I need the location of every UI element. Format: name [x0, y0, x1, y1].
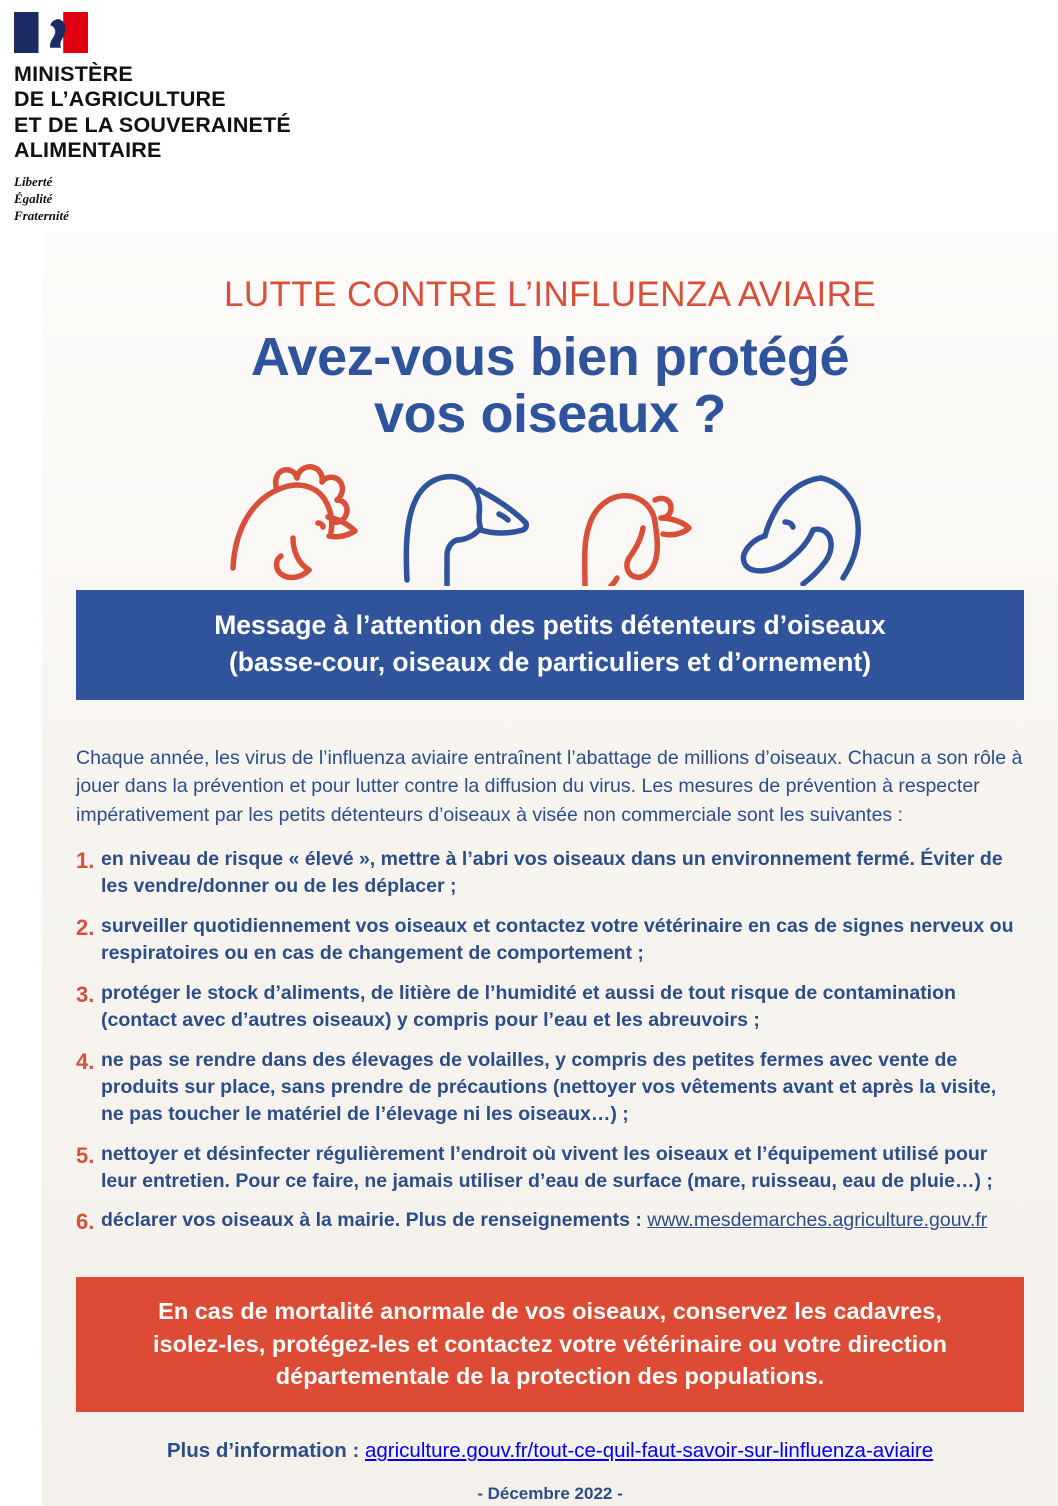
step-text: nettoyer et désinfecter régulièrement l’endroit où vivent les oiseaux et l’équipement utilisé pour leur entretien. Pour ce faire, ne jamais utiliser d’eau de surface (mare, ruisseau, eau de pluie…) ; [101, 1142, 993, 1192]
ministry-name-line-1: MINISTÈRE [14, 62, 133, 86]
ministry-header [0, 0, 1058, 232]
agriculture-gouv-link[interactable]: agriculture.gouv.fr/tout-ce-quil-faut-savoir-sur-linfluenza-aviaire [365, 1439, 934, 1463]
list-item [76, 1141, 1024, 1195]
french-flag-marianne-icon [14, 12, 88, 53]
alert-line-1: En cas de mortalité anormale de vos oiseaux, conservez les cadavres, [158, 1298, 942, 1325]
poster-headline [42, 329, 1058, 442]
banner-line-1: Message à l’attention des petits détenteurs d’oiseaux [214, 610, 886, 641]
step-number: 2. [76, 915, 95, 941]
alert-line-2: isolez-les, protégez-les et contactez votre vétérinaire ou votre direction [152, 1330, 947, 1357]
step-text: ne pas se rendre dans des élevages de volailles, y compris des petites fermes avec vente de produits sur place, sans prendre de précautions (nettoyer vos vêtements avant et après la visite, ne pas toucher le matériel de l’élevage ni les oiseaux…) ; [101, 1048, 997, 1125]
motto-egalite: Égalité [14, 191, 53, 207]
list-item [76, 846, 1024, 900]
republic-motto [14, 174, 1058, 224]
ministry-name-line-2: DE L’AGRICULTURE [14, 87, 226, 112]
step-text: protéger le stock d’aliments, de litière de l’humidité et aussi de tout risque de contamination (contact avec d’autres oiseaux) y compris pour l’eau et les abreuvoirs ; [101, 982, 956, 1031]
headline-line-2: vos oiseaux ? [374, 383, 726, 444]
step-text: en niveau de risque « élevé », mettre à l’abri vos oiseaux dans un environnement fermé. Éviter de les vendre/donner ou de les déplacer ; [101, 848, 1003, 898]
goose-head-icon [727, 460, 877, 586]
alert-line-3: départementale de la protection des populations. [275, 1362, 825, 1389]
headline-line-1: Avez-vous bien protégé [250, 327, 850, 387]
step-number: 1. [76, 848, 95, 874]
banner-line-2: (basse-cour, oiseaux de particuliers et d’ornement) [228, 646, 872, 677]
list-item [76, 1047, 1024, 1128]
step-text-label: déclarer vos oiseaux à la mairie. Plus de renseignements : [101, 1209, 648, 1232]
turkey-head-icon [559, 460, 709, 586]
duck-head-icon [391, 460, 541, 586]
intro-paragraph: Chaque année, les virus de l’influenza aviaire entraînent l’abattage de millions d’oiseaux. Chacun a son rôle à jouer dans la prévention et pour lutter contre la diffusion du virus. Les mesures de prévention à respecter impérativement par les petits détenteurs d’oiseaux à visée non commerciale sont les suivantes : [76, 746, 1023, 826]
step-text [101, 1207, 1024, 1234]
poster-panel [42, 232, 1058, 1506]
mortality-alert-box [76, 1277, 1024, 1412]
mesdemarches-link[interactable]: www.mesdemarches.agriculture.gouv.fr [647, 1209, 988, 1232]
poster-kicker: LUTTE CONTRE L’INFLUENZA AVIAIRE [223, 275, 876, 314]
motto-liberte: Liberté [14, 174, 53, 190]
step-text: surveiller quotidiennement vos oiseaux et contactez votre vétérinaire en cas de signes nerveux ou respiratoires ou en cas de changement de comportement ; [101, 915, 1014, 965]
ministry-name-line-3: ET DE LA SOUVERAINETÉ [14, 112, 291, 137]
prevention-measures-list [76, 846, 1024, 1237]
list-item [76, 913, 1024, 967]
list-item [76, 980, 1024, 1034]
step-number: 6. [76, 1209, 95, 1235]
bird-illustration-row [42, 456, 1058, 586]
more-info-footer [42, 1439, 1058, 1463]
step-number: 3. [76, 982, 95, 1008]
ministry-name-line-4: ALIMENTAIRE [14, 138, 162, 163]
more-info-label: Plus d’information : [166, 1439, 365, 1463]
step-number: 5. [76, 1142, 95, 1168]
motto-fraternite: Fraternité [14, 207, 69, 223]
publication-date: - Décembre 2022 - [477, 1484, 623, 1504]
chicken-head-icon [223, 460, 373, 586]
audience-banner [76, 590, 1024, 699]
list-item [76, 1207, 1024, 1237]
ministry-name [14, 62, 1058, 163]
poster-content [42, 744, 1058, 1238]
step-number: 4. [76, 1048, 95, 1074]
